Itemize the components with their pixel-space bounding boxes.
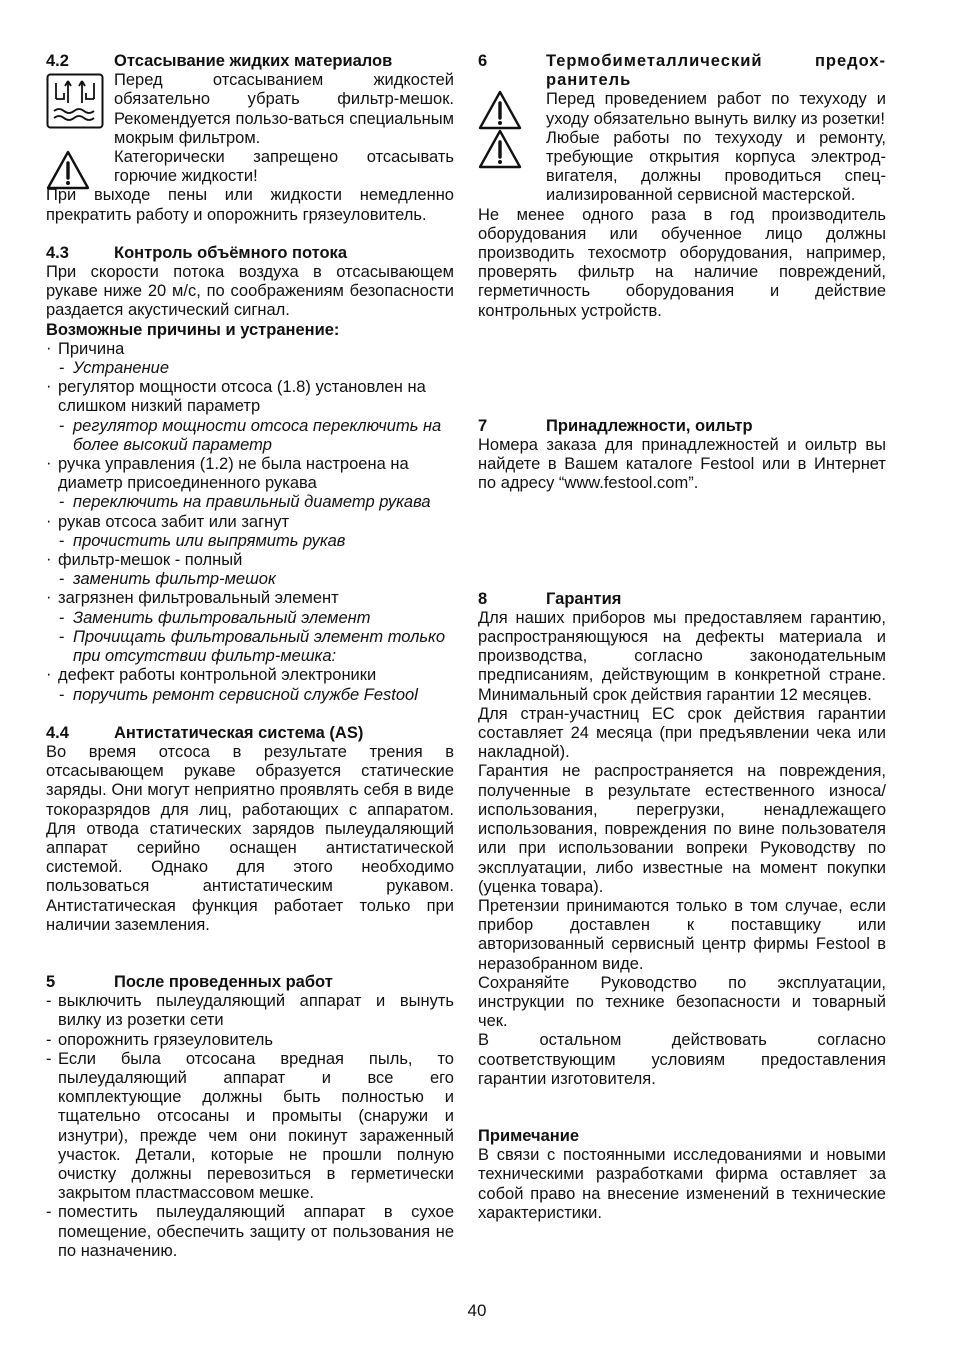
wet-filter-icon — [46, 73, 104, 129]
section-4-2-heading — [46, 52, 454, 71]
causes-list — [46, 340, 454, 705]
list-item: · ручка управления (1.2) не была настроена на диаметр присоединенного рукава — [46, 455, 454, 493]
liquid-suction-block — [46, 71, 454, 148]
unplug-warning-block — [478, 90, 886, 128]
section-8-heading — [478, 590, 886, 609]
warning-triangle-icon — [46, 150, 90, 190]
section-title: Принадлежности, оильтр — [546, 416, 753, 435]
paragraph: Перед проведением работ по техуходу и уходу обязательно вынуть вилку из розетки! — [546, 90, 886, 128]
paragraph: Не менее одного раза в год производитель оборудования или обученное лицо должны производить техосмотр оборудования, например, проверять фильтр на наличие повреждений, герметичность оборудования и действие контрольных устройств. — [478, 205, 886, 320]
list-item: · рукав отсоса забит или загнут — [46, 513, 454, 532]
paragraph: Номера заказа для принадлежностей и оильтр вы найдете в Вашем каталоге Festool или в Интернет по адресу “www.festool.com”. — [478, 436, 886, 493]
list-item: · загрязнен фильтровальный элемент — [46, 589, 454, 608]
list-item-text: - Если была отсосана вредная пыль, то пылеудаляющий аппарат и все его комплектующие должны быть полностью и тщательно отсосаны и промыты (снаружи и изнутри), прежде чем они покинут зараженный участок. Детали, которые не прошли полную очистку должны перевозиться в герметически закрытом пластмассовом мешке. — [58, 1049, 454, 1203]
paragraph: В остальном действовать согласно соответствующим условиям предоставления гарантии изготовителя. — [478, 1031, 886, 1088]
warning-triangle-icon — [478, 129, 522, 169]
section-5-heading — [46, 973, 454, 992]
list-item: - Прочищать фильтровальный элемент только при отсутствии фильтр-мешка: — [46, 628, 454, 666]
right-column — [478, 52, 886, 1223]
list-item-text: - выключить пылеудаляющий аппарат и вынуть вилку из розетки сети — [58, 992, 454, 1030]
paragraph: При выходе пены или жидкости немедленно прекратить работу и опорожнить грязеуловитель. — [46, 186, 454, 224]
paragraph: Во время отсоса в результате трения в отсасывающем рукаве образуется статические заряды. Они могут неприятно проявлять себя в виде токоразрядов для лиц, работающих с аппаратом. Для отвода статических зарядов пылеудаляющий аппарат серийно оснащен антистатической системой. Однако для этого необходимо пользоваться антистатическим рукавом. Антистатическая функция работает только при наличии заземления. — [46, 742, 454, 934]
flammable-warning-block — [46, 148, 454, 186]
section-6-heading — [478, 52, 886, 90]
section-number: 4.2 — [46, 52, 69, 70]
section-number: 4.4 — [46, 723, 69, 742]
section-number: 4.3 — [46, 243, 69, 262]
section-number: 5 — [46, 972, 56, 991]
after-work-list — [46, 992, 454, 1261]
paragraph: При скорости потока воздуха в отсасывающем рукаве ниже 20 м/с, по соображениям безопасности раздается акустический сигнал. — [46, 263, 454, 320]
section-title: После проведенных работ — [114, 972, 333, 991]
section-number: 7 — [478, 416, 488, 435]
list-item-text: - опорожнить грязеуловитель — [58, 1030, 273, 1049]
paragraph: Категорически запрещено отсасывать горючие жидкости! — [114, 148, 454, 186]
section-number: 8 — [478, 589, 488, 608]
list-item: - поручить ремонт сервисной службе Festool — [46, 686, 454, 705]
paragraph: Перед отсасыванием жидкостей обязательно убрать фильтр-мешок. Рекомендуется пользо-ваться специальным мокрым фильтром. — [114, 71, 454, 147]
section-4-3-heading — [46, 244, 454, 263]
section-title: Антистатическая система (AS) — [114, 723, 364, 742]
paragraph: Для наших приборов мы предоставляем гарантию, распространяющуюся на дефекты материала и производства, согласно законодательным предписаниям, действующим в конкретной стране. Минимальный срок действия гарантии 12 месяцев. — [478, 608, 886, 704]
paragraph: Сохраняйте Руководство по эксплуатации, инструкции по технике безопасности и товарный чек. — [478, 973, 886, 1031]
paragraph: Для стран-участниц ЕС срок действия гарантии составляет 24 месяца (при предъявлении чека или накладной). — [478, 704, 886, 762]
repair-warning-block — [478, 129, 886, 206]
warning-triangle-icon — [478, 90, 522, 130]
list-item: · фильтр-мешок - полный — [46, 551, 454, 570]
section-number: 6 — [478, 52, 488, 70]
paragraph: Претензии принимаются только в том случае, если прибор доставлен к поставщику или авторизованный сервисный центр фирмы Festool в неразобранном виде. — [478, 896, 886, 973]
list-item: - заменить фильтр-мешок — [46, 570, 454, 589]
paragraph: Любые работы по техуходу и ремонту, требующие открытия корпуса электрод-вигателя, должны проводиться спец-иализированной сервисной мастерской. — [546, 128, 886, 205]
list-item: · регулятор мощности отсоса (1.8) установлен на слишком низкий параметр — [46, 378, 454, 416]
section-4-4-heading — [46, 724, 454, 743]
section-title: Отсасывание жидких материалов — [114, 52, 393, 70]
section-title: Контроль объёмного потока — [114, 243, 347, 262]
section-title: Термобиметаллический предох-ранитель — [546, 52, 886, 90]
list-item — [46, 1031, 454, 1050]
list-item: - Устранение — [46, 359, 454, 378]
section-title: Гарантия — [546, 589, 622, 608]
note-title: Примечание — [478, 1126, 580, 1145]
list-item — [46, 1203, 454, 1261]
list-item-text: - поместить пылеудаляющий аппарат в сухое помещение, обеспечить защиту от пользования не по назначению. — [58, 1203, 454, 1260]
paragraph: Гарантия не распространяется на повреждения, полученные в результате естественного износа/ использования, перегрузки, ненадлежащего использования, повреждения по вине пользователя или при использовании вопреки Руководству по эксплуатации, либо известные на момент покупки (уценка товара). — [478, 762, 886, 896]
list-item: - переключить на правильный диаметр рукава — [46, 493, 454, 512]
list-item — [46, 992, 454, 1030]
list-item: - Заменить фильтровальный элемент — [46, 609, 454, 628]
section-7-heading — [478, 417, 886, 436]
left-column — [46, 52, 454, 1261]
paragraph: В связи с постоянными исследованиями и новыми техническими разработками фирма оставляет за собой право на внесение изменений в технические характеристики. — [478, 1146, 886, 1222]
list-item: - регулятор мощности отсоса переключить на более высокий параметр — [46, 417, 454, 455]
page-number: 40 — [467, 1301, 487, 1320]
subheading: Возможные причины и устранение: — [46, 320, 340, 339]
list-item: · Причина — [46, 340, 454, 359]
list-item: - прочистить или выпрямить рукав — [46, 532, 454, 551]
list-item — [46, 1050, 454, 1204]
list-item: · дефект работы контрольной электроники — [46, 666, 454, 685]
